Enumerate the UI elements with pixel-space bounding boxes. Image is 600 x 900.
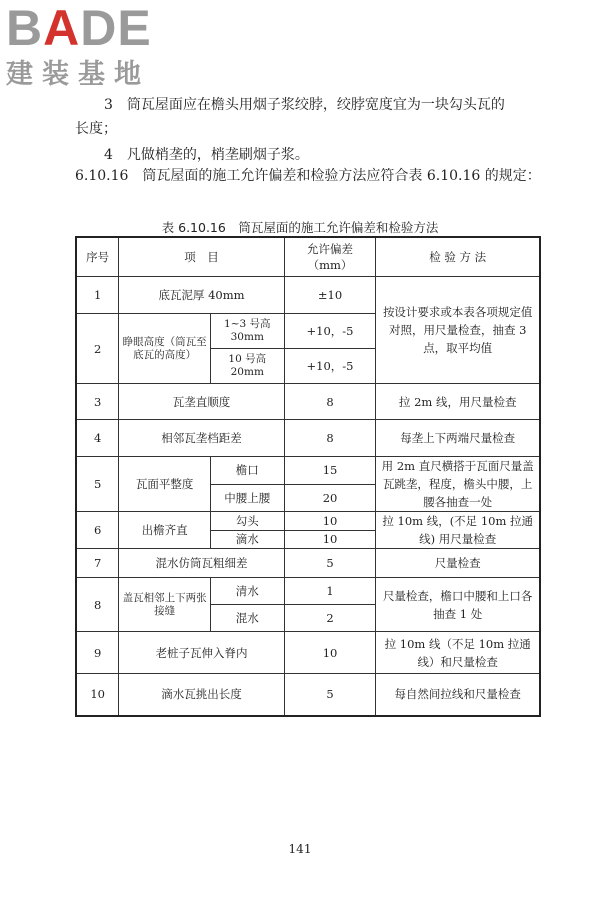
row-item: 瓦面平整度 (119, 457, 211, 512)
table-row (76, 277, 540, 314)
row-deviation: 8 (284, 420, 376, 457)
row-no: 2 (76, 314, 119, 384)
logo-wordmark (6, 2, 186, 54)
row-deviation: 10 (284, 530, 376, 549)
row-no: 4 (76, 420, 119, 457)
paragraph-item-3: 3 筒瓦屋面应在檐头用烟子浆绞脖，绞脖宽度宜为一块勾头瓦的 (104, 97, 505, 113)
row-method: 用 2m 直尺横搭于瓦面尺量盖瓦跳垄，程度，檐头中腰，上腰各抽查一处 (376, 457, 540, 512)
row-deviation: ±10 (284, 277, 376, 314)
row-deviation: 5 (284, 549, 376, 578)
row-deviation: +10，-5 (284, 349, 376, 384)
row-no: 6 (76, 512, 119, 549)
header-no: 序号 (76, 237, 119, 277)
paragraph-item-3-cont: 长度； (75, 121, 117, 137)
logo-letters-de: DE (80, 0, 152, 56)
page-number: 141 (288, 842, 312, 856)
row-subitem: 混水 (210, 605, 284, 632)
table-row (76, 512, 540, 531)
row-subitem: 10 号高 20mm (210, 349, 284, 384)
row-no: 3 (76, 384, 119, 420)
row-method: 尺量检查 (376, 549, 540, 578)
header-method: 检 验 方 法 (376, 237, 540, 277)
header-item: 项 目 (119, 237, 284, 277)
row-item: 瓦垄直顺度 (119, 384, 284, 420)
row-deviation: +10，-5 (284, 314, 376, 349)
row-no: 10 (76, 674, 119, 716)
row-item: 出檐齐直 (119, 512, 211, 549)
row-item: 睁眼高度（筒瓦至底瓦的高度） (119, 314, 211, 384)
row-item: 相邻瓦垄档距差 (119, 420, 284, 457)
logo-subtitle: 建装基地 (6, 59, 150, 90)
row-no: 7 (76, 549, 119, 578)
table-row (76, 420, 540, 457)
row-item: 盖瓦相邻上下两张接缝 (119, 578, 211, 632)
header-deviation: 允许偏差（mm） (284, 237, 376, 277)
logo (6, 2, 186, 98)
row-method: 尺量检查，檐口中腰和上口各抽查 1 处 (376, 578, 540, 632)
table-row (76, 549, 540, 578)
table-row (76, 632, 540, 674)
row-method: 按设计要求或本表各项规定值对照，用尺量检查，抽查 3 点，取平均值 (376, 277, 540, 384)
paragraph-6-10-16: 6.10.16 筒瓦屋面的施工允许偏差和检验方法应符合表 6.10.16 的规定： (75, 168, 541, 184)
row-deviation: 1 (284, 578, 376, 605)
table-row (76, 384, 540, 420)
table-header-row (76, 237, 540, 277)
row-subitem: 中腰上腰 (210, 484, 284, 512)
row-deviation: 8 (284, 384, 376, 420)
row-method: 拉 10m 线，(不足 10m 拉通线) 用尺量检查 (376, 512, 540, 549)
row-no: 9 (76, 632, 119, 674)
row-item: 底瓦泥厚 40mm (119, 277, 284, 314)
row-subitem: 勾头 (210, 512, 284, 531)
row-deviation: 2 (284, 605, 376, 632)
table-row (76, 674, 540, 716)
row-subitem: 清水 (210, 578, 284, 605)
table-caption: 表 6.10.16 筒瓦屋面的施工允许偏差和检验方法 (161, 220, 439, 235)
row-no: 1 (76, 277, 119, 314)
row-deviation: 5 (284, 674, 376, 716)
table-row (76, 457, 540, 485)
row-subitem: 1~3 号高 30mm (210, 314, 284, 349)
row-deviation: 10 (284, 512, 376, 531)
row-no: 5 (76, 457, 119, 512)
row-subitem: 檐口 (210, 457, 284, 485)
tolerance-table (75, 236, 541, 717)
paragraph-item-4: 4 凡做梢垄的，梢垄刷烟子浆。 (104, 147, 309, 163)
row-deviation: 10 (284, 632, 376, 674)
row-method: 拉 10m 线（不足 10m 拉通线）和尺量检查 (376, 632, 540, 674)
row-deviation: 15 (284, 457, 376, 485)
row-no: 8 (76, 578, 119, 632)
row-item: 混水仿筒瓦粗细差 (119, 549, 284, 578)
table-row (76, 578, 540, 605)
row-subitem: 滴水 (210, 530, 284, 549)
row-method: 每垄上下两端尺量检查 (376, 420, 540, 457)
row-deviation: 20 (284, 484, 376, 512)
row-method: 拉 2m 线，用尺量检查 (376, 384, 540, 420)
row-item: 老桩子瓦伸入脊内 (119, 632, 284, 674)
row-method: 每自然间拉线和尺量检查 (376, 674, 540, 716)
logo-letter-a: A (43, 0, 81, 56)
row-item: 滴水瓦挑出长度 (119, 674, 284, 716)
logo-letter-b: B (6, 0, 44, 56)
